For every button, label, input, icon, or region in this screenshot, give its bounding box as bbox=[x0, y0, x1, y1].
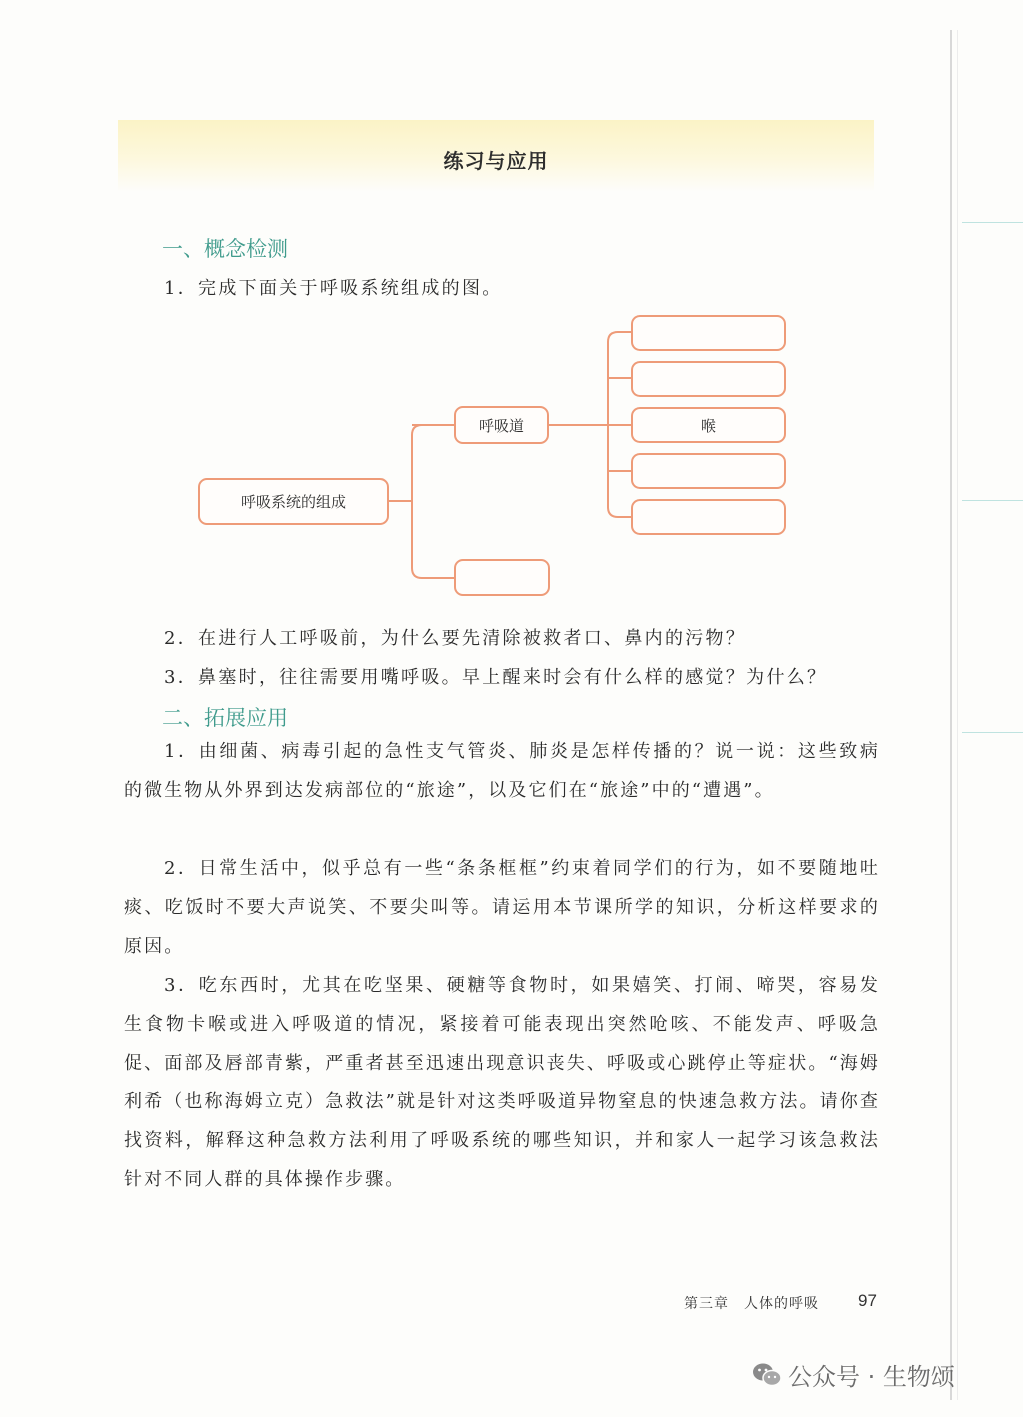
diagram-leaf-box-larynx bbox=[631, 407, 786, 443]
diagram-leaf-box[interactable] bbox=[631, 315, 786, 351]
diagram-leaf-box[interactable] bbox=[631, 453, 786, 489]
extension-question-3: 3．吃东西时，尤其在吃坚果、硬糖等食物时，如果嬉笑、打闹、啼哭，容易发生食物卡喉或进入呼吸道的情况，紧接着可能表现出突然呛咳、不能发声、呼吸急促、面部及唇部青紫，严重者甚至迅速出现意识丧失、呼吸或心跳停止等症状。“海姆利希（也称海姆立克）急救法”就是针对这类呼吸道异物窒息的快速急救方法。请你查找资料，解释这种急救方法利用了呼吸系统的哪些知识，并和家人一起学习该急救法针对不同人群的具体操作步骤。 bbox=[124, 975, 880, 1190]
exercise-banner bbox=[118, 120, 874, 192]
connector-airway-leaves bbox=[608, 332, 632, 517]
page-edge bbox=[950, 30, 952, 1400]
watermark bbox=[752, 1357, 955, 1392]
section-heading-extended-application: 二、拓展应用 bbox=[162, 706, 288, 730]
diagram-leaf-label: 喉 bbox=[700, 416, 716, 435]
question-3: 3．鼻塞时，往往需要用嘴呼吸。早上醒来时会有什么样的感觉？为什么？ bbox=[164, 667, 828, 688]
diagram-leaf-box[interactable] bbox=[631, 499, 786, 535]
page-number: 97 bbox=[858, 1291, 877, 1310]
side-mark bbox=[962, 500, 1023, 501]
extension-question-1: 1．由细菌、病毒引起的急性支气管炎、肺炎是怎样传播的？说一说：这些致病的微生物从外界到达发病部位的“旅途”，以及它们在“旅途”中的“遭遇”。 bbox=[124, 741, 880, 801]
watermark-text: 公众号 · 生物颂 bbox=[788, 1363, 955, 1391]
question-2: 2．在进行人工呼吸前，为什么要先清除被救者口、鼻内的污物？ bbox=[164, 628, 747, 649]
diagram-root-box bbox=[198, 478, 389, 525]
diagram-airway-box bbox=[454, 406, 549, 444]
side-mark bbox=[962, 222, 1023, 223]
diagram-airway-label: 呼吸道 bbox=[478, 416, 524, 435]
connector-root-branches bbox=[412, 425, 455, 578]
wechat-icon bbox=[752, 1362, 782, 1388]
footer-chapter: 第三章 人体的呼吸 bbox=[684, 1296, 819, 1312]
diagram-leaf-box[interactable] bbox=[631, 361, 786, 397]
page-edge-inner bbox=[957, 30, 958, 1400]
extension-question-2: 2．日常生活中，似乎总有一些“条条框框”约束着同学们的行为，如不要随地吐痰、吃饭时不要大声说笑、不要尖叫等。请运用本节课所学的知识，分析这样要求的原因。 bbox=[124, 858, 880, 957]
diagram-blank-branch-box[interactable] bbox=[454, 559, 550, 596]
side-mark bbox=[962, 732, 1023, 733]
question-1: 1．完成下面关于呼吸系统组成的图。 bbox=[164, 278, 503, 299]
diagram-root-label: 呼吸系统的组成 bbox=[240, 493, 346, 511]
banner-title: 练习与应用 bbox=[443, 149, 549, 173]
section-heading-concept-check: 一、概念检测 bbox=[162, 237, 288, 261]
